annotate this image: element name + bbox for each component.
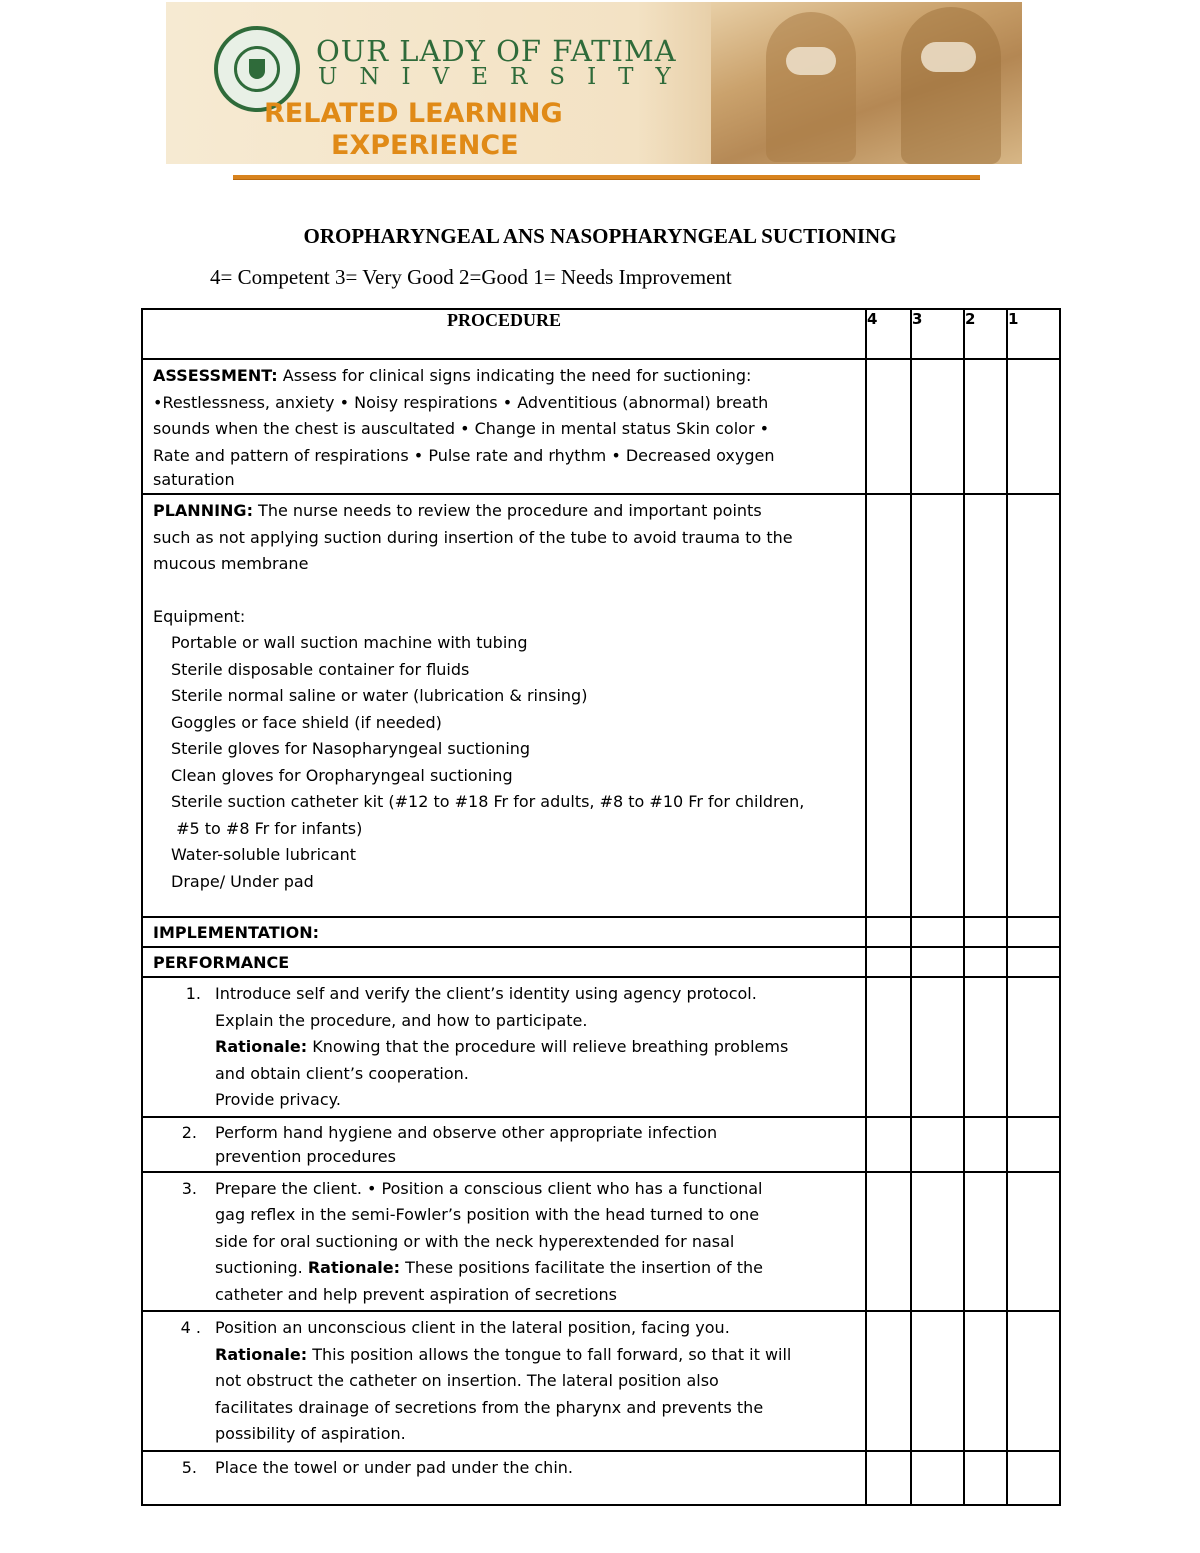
assessment-line: sounds when the chest is auscultated • Change in mental status Skin color • [153,419,770,438]
rating-cell-3[interactable] [911,1311,964,1451]
banner-photo-mask [921,42,976,72]
rating-cell-2[interactable] [964,1311,1007,1451]
rating-cell-3[interactable] [911,1172,964,1312]
rating-cell-1[interactable] [1007,947,1060,977]
column-header-3: 3 [911,309,964,359]
step-cell [142,1172,866,1312]
planning-cell [142,494,866,917]
implementation-label: IMPLEMENTATION: [153,923,320,942]
rating-cell-4[interactable] [866,1117,911,1172]
rating-cell-4[interactable] [866,917,911,947]
rating-cell-2[interactable] [964,359,1007,494]
rating-cell-2[interactable] [964,1451,1007,1505]
rating-cell-4[interactable] [866,1172,911,1312]
equipment-item: Sterile disposable container for fluids [171,659,470,679]
assessment-line: saturation [153,470,235,489]
implementation-cell [142,917,866,947]
column-header-4: 4 [866,309,911,359]
rating-cell-4[interactable] [866,1311,911,1451]
step-number: 2. [181,1122,197,1142]
step-line: Introduce self and verify the client’s identity using agency protocol. [215,984,757,1003]
assessment-line: •Restlessness, anxiety • Noisy respirations • Adventitious (abnormal) breath [153,392,769,412]
planning-text: The nurse needs to review the procedure and important points [252,501,762,520]
rating-cell-1[interactable] [1007,1311,1060,1451]
column-header-2: 2 [964,309,1007,359]
table-row-step-1 [142,977,1060,1117]
step-line: Prepare the client. • Position a conscious client who has a functional [215,1178,763,1198]
step-line: Explain the procedure, and how to participate. [215,1010,588,1030]
assessment-label: ASSESSMENT: [153,366,278,385]
table-row-step-4 [142,1311,1060,1451]
rating-cell-4[interactable] [866,1451,911,1505]
table-header-row [142,309,1060,359]
step-line: facilitates drainage of secretions from the pharynx and prevents the [215,1397,764,1417]
rating-cell-3[interactable] [911,359,964,494]
table-row-step-2 [142,1117,1060,1172]
rating-cell-3[interactable] [911,1117,964,1172]
rating-scale: 4= Competent 3= Very Good 2=Good 1= Needs Improvement [210,265,732,289]
rating-cell-3[interactable] [911,1451,964,1505]
step-number: 1. [185,984,201,1003]
rating-cell-4[interactable] [866,494,911,917]
step-line: Knowing that the procedure will relieve breathing problems [307,1037,789,1056]
table-row-planning [142,494,1060,917]
step-line: catheter and help prevent aspiration of secretions [215,1284,617,1304]
rating-cell-2[interactable] [964,1172,1007,1312]
rating-cell-2[interactable] [964,1117,1007,1172]
equipment-item: Clean gloves for Oropharyngeal suctioning [171,765,513,785]
rating-cell-4[interactable] [866,359,911,494]
equipment-item: #5 to #8 Fr for infants) [171,818,363,838]
performance-cell [142,947,866,977]
rating-cell-1[interactable] [1007,1117,1060,1172]
university-name-line1: OUR LADY OF FATIMA [316,34,677,68]
rating-cell-1[interactable] [1007,359,1060,494]
seal-shield-icon [249,59,265,79]
step-line: and obtain client’s cooperation. [215,1063,469,1083]
university-banner [166,2,1022,164]
rating-cell-2[interactable] [964,917,1007,947]
step-line: side for oral suctioning or with the neck hyperextended for nasal [215,1231,735,1251]
table-row-assessment [142,359,1060,494]
equipment-item: Sterile gloves for Nasopharyngeal suctioning [171,739,531,758]
rating-cell-3[interactable] [911,494,964,917]
equipment-item: Drape/ Under pad [171,871,314,891]
assessment-cell [142,359,866,494]
equipment-item: Sterile normal saline or water (lubrication & rinsing) [171,686,588,705]
step-line: gag reflex in the semi-Fowler’s position with the head turned to one [215,1205,760,1224]
rating-cell-4[interactable] [866,977,911,1117]
rating-cell-1[interactable] [1007,917,1060,947]
rating-cell-1[interactable] [1007,977,1060,1117]
table-row-implementation [142,917,1060,947]
step-number: 3. [181,1178,197,1198]
planning-line: such as not applying suction during insertion of the tube to avoid trauma to the [153,527,793,547]
rating-cell-4[interactable] [866,947,911,977]
planning-line: mucous membrane [153,554,309,573]
rating-cell-1[interactable] [1007,1451,1060,1505]
equipment-item: Water-soluble lubricant [171,845,357,864]
rating-cell-2[interactable] [964,494,1007,917]
step-line: Position an unconscious client in the lateral position, facing you. [215,1318,730,1337]
column-header-procedure: PROCEDURE [142,309,866,359]
banner-photo-mask [786,47,836,75]
step-line: prevention procedures [215,1146,396,1166]
planning-label: PLANNING: [153,501,253,520]
equipment-item: Sterile suction catheter kit (#12 to #18 Fr for adults, #8 to #10 Fr for children, [171,792,805,811]
rating-cell-1[interactable] [1007,1172,1060,1312]
step-cell [142,977,866,1117]
rationale-label: Rationale: [215,1344,308,1364]
step-line: Place the towel or under pad under the chin. [215,1457,573,1477]
procedure-checklist-table [141,308,1061,1506]
step-number: 5. [181,1457,197,1477]
step-number: 4 . [180,1318,201,1337]
banner-title-line2: EXPERIENCE [331,130,519,161]
step-line: possibility of aspiration. [215,1424,406,1443]
step-line: These positions facilitate the insertion of the [400,1258,763,1277]
column-header-1: 1 [1007,309,1060,359]
rating-cell-2[interactable] [964,977,1007,1117]
performance-label: PERFORMANCE [153,953,290,972]
assessment-text: Assess for clinical signs indicating the need for suctioning: [277,366,752,385]
step-line: Perform hand hygiene and observe other appropriate infection [215,1122,718,1142]
rationale-label: Rationale: [307,1258,401,1277]
rationale-label: Rationale: [215,1037,308,1056]
step-line: suctioning. [215,1258,308,1277]
rating-cell-3[interactable] [911,917,964,947]
rating-cell-2[interactable] [964,947,1007,977]
step-line: Provide privacy. [215,1090,341,1109]
step-cell [142,1311,866,1451]
step-line: This position allows the tongue to fall forward, so that it will [307,1344,792,1364]
rating-cell-1[interactable] [1007,494,1060,917]
assessment-line: Rate and pattern of respirations • Pulse rate and rhythm • Decreased oxygen [153,445,775,465]
table-row-performance [142,947,1060,977]
equipment-item: Goggles or face shield (if needed) [171,712,442,732]
equipment-label: Equipment: [153,606,246,626]
document-title: OROPHARYNGEAL ANS NASOPHARYNGEAL SUCTIONING [303,224,897,248]
table-row-step-3 [142,1172,1060,1312]
seal-ring [234,46,280,92]
university-name-line2: UNIVERSITY [318,64,693,90]
equipment-item: Portable or wall suction machine with tubing [171,633,528,652]
banner-photo-figure [766,12,856,162]
step-cell [142,1451,866,1505]
table-row-step-5 [142,1451,1060,1505]
banner-title-line1: RELATED LEARNING [264,98,563,129]
step-cell [142,1117,866,1172]
rating-cell-3[interactable] [911,977,964,1117]
header-divider [233,175,980,180]
rating-cell-3[interactable] [911,947,964,977]
step-line: not obstruct the catheter on insertion. The lateral position also [215,1371,719,1390]
banner-photo-figure [901,7,1001,164]
